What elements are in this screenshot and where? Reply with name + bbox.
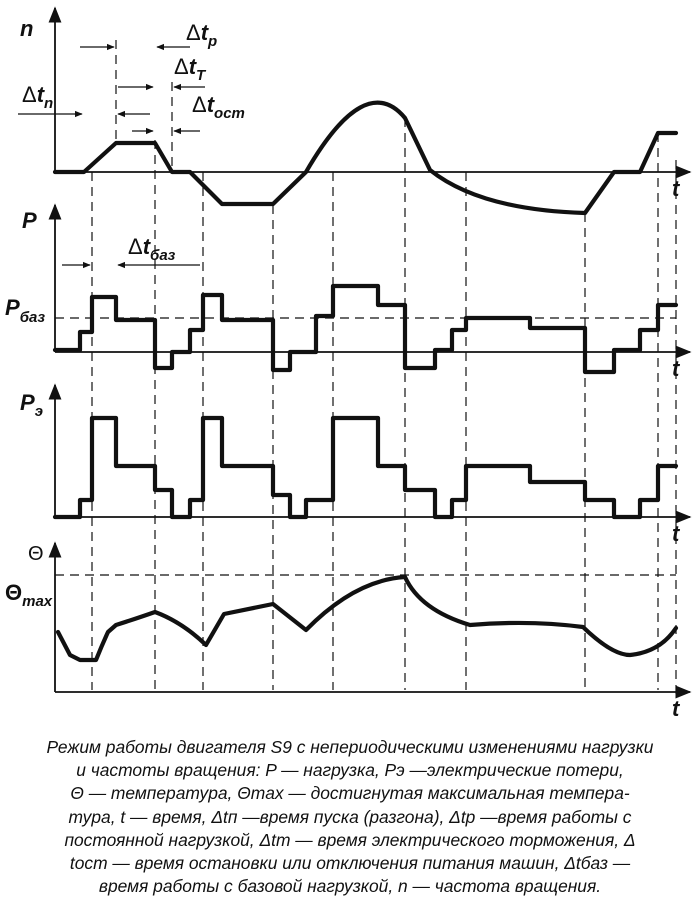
figure-caption (0, 736, 700, 898)
time-reference-lines (92, 40, 676, 695)
temperature-curve (58, 577, 676, 660)
caption-line: время работы с базовой нагрузкой, n — частота вращения. (98, 876, 602, 897)
caption-line: Режим работы двигателя S9 с непериодическими изменениями нагрузки (46, 737, 654, 757)
caption-line: tост — время остановки или отключения питания машин, Δtбаз — (69, 853, 631, 874)
t-axis-label-1: t (672, 176, 680, 201)
pe-axes (55, 385, 690, 517)
caption-line: постоянной нагрузкой, Δtm — время электрического торможения, Δ (64, 829, 636, 850)
dt-ost-label: Δtост (192, 92, 245, 122)
dt-baz-label: Δtбаз (128, 234, 176, 264)
dt-T-label: ΔtT (174, 54, 206, 84)
t-axis-label-2: t (672, 356, 680, 381)
p-axes (55, 205, 690, 352)
theta-axis-label: Θ (28, 543, 44, 565)
electric-losses-curve (55, 418, 676, 517)
p-baz-label: Pбаз (5, 295, 45, 326)
theta-axes (55, 543, 690, 692)
caption-line: и частоты вращения: P — нагрузка, Рэ —электрические потери, (76, 760, 624, 781)
caption-line: тура, t — время, Δtп —время пуска (разгона), Δtр —время работы с (68, 806, 632, 827)
n-axes (55, 8, 690, 172)
p-axis-label: P (22, 208, 37, 233)
pe-axis-label: Pэ (20, 390, 43, 420)
t-axis-label-4: t (672, 696, 680, 721)
theta-max-label: Θmax (5, 580, 53, 610)
caption-line: Θ — температура, Θmax — достигнутая максимальная темпера- (70, 783, 630, 804)
speed-curve (55, 103, 676, 213)
n-axis-label: n (20, 16, 34, 41)
load-curve (55, 286, 676, 372)
dt-p-label: Δtp (186, 20, 218, 50)
dt-n-label: Δtn (22, 82, 54, 112)
t-axis-label-3: t (672, 521, 680, 546)
